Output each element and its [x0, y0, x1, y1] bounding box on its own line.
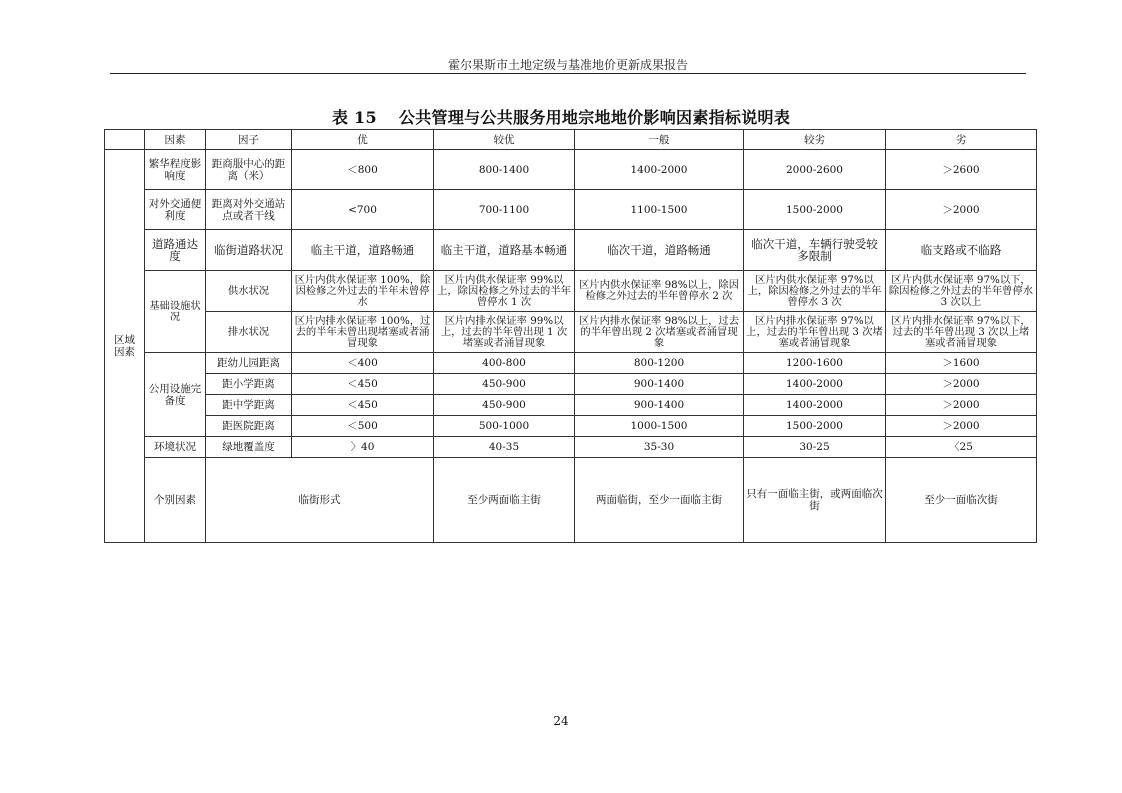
subfactor-cell: 距商服中心的距离（米）	[206, 150, 292, 190]
value-cell: 30-25	[744, 437, 886, 458]
value-cell: 只有一面临主街，或两面临次街	[744, 458, 886, 543]
value-cell: 区片内供水保证率 98%以上，除因检修之外过去的半年曾停水 2 次	[575, 271, 744, 312]
header-cell: 优	[292, 130, 434, 150]
value-cell: 临支路或不临路	[886, 230, 1037, 271]
header-cell: 较优	[434, 130, 575, 150]
subfactor-cell: 供水状况	[206, 271, 292, 312]
table-row	[105, 230, 1037, 271]
value-cell: 〉40	[292, 437, 434, 458]
subfactor-cell: 距小学距离	[206, 374, 292, 395]
value-cell: 区片内排水保证率 97%以上，过去的半年曾出现 3 次堵塞或者涌冒现象	[744, 312, 886, 353]
page-number: 24	[553, 714, 569, 728]
value-cell: 区片内排水保证率 97%以下，过去的半年曾出现 3 次以上堵塞或者涌冒现象	[886, 312, 1037, 353]
value-cell: 区片内供水保证率 97%以下，除因检修之外过去的半年曾停水 3 次以上	[886, 271, 1037, 312]
subfactor-cell: 绿地覆盖度	[206, 437, 292, 458]
value-cell: 临次干道，道路畅通	[575, 230, 744, 271]
header-cell: 因素	[145, 130, 206, 150]
value-cell: ＞1600	[886, 353, 1037, 374]
value-cell: 900-1400	[575, 374, 744, 395]
header-cell: 劣	[886, 130, 1037, 150]
subfactor-cell: 距中学距离	[206, 395, 292, 416]
table-row	[105, 312, 1037, 353]
value-cell: 35-30	[575, 437, 744, 458]
table-row	[105, 271, 1037, 312]
value-cell: 1000-1500	[575, 416, 744, 437]
factor-cell: 基础设施状况	[145, 271, 206, 353]
corner-cell	[105, 130, 145, 150]
value-cell: ＜400	[292, 353, 434, 374]
value-cell: 2000-2600	[744, 150, 886, 190]
subfactor-cell: 排水状况	[206, 312, 292, 353]
factor-cell: 繁华程度影响度	[145, 150, 206, 190]
value-cell: 临次干道，车辆行驶受较多限制	[744, 230, 886, 271]
table-title-text: 公共管理与公共服务用地宗地地价影响因素指标说明表	[398, 108, 791, 127]
value-cell: 1500-2000	[744, 190, 886, 230]
header-row	[105, 130, 1037, 150]
value-cell: 区片内排水保证率 98%以上，过去的半年曾出现 2 次堵塞或者涌冒现象	[575, 312, 744, 353]
value-cell: 至少两面临主街	[434, 458, 575, 543]
value-cell: 区片内供水保证率 100%，除因检修之外过去的半年未曾停水	[292, 271, 434, 312]
value-cell: 1200-1600	[744, 353, 886, 374]
factor-cell: 公用设施完备度	[145, 353, 206, 437]
value-cell: 区片内排水保证率 99%以上，过去的半年曾出现 1 次堵塞或者涌冒现象	[434, 312, 575, 353]
table-row	[105, 416, 1037, 437]
value-cell: 1400-2000	[744, 395, 886, 416]
value-cell: ＜450	[292, 395, 434, 416]
value-cell: ＞2000	[886, 190, 1037, 230]
value-cell: ＜800	[292, 150, 434, 190]
factor-cell: 环境状况	[145, 437, 206, 458]
value-cell: 至少一面临次街	[886, 458, 1037, 543]
value-cell: 区片内供水保证率 97%以上，除因检修之外过去的半年曾停水 3 次	[744, 271, 886, 312]
value-cell: 两面临街，至少一面临主街	[575, 458, 744, 543]
table-row	[105, 437, 1037, 458]
value-cell: ＞2600	[886, 150, 1037, 190]
factor-table	[104, 129, 1037, 543]
value-cell: 800-1400	[434, 150, 575, 190]
value-cell: 500-1000	[434, 416, 575, 437]
value-cell: 1400-2000	[575, 150, 744, 190]
value-cell: 〈25	[886, 437, 1037, 458]
value-cell: 400-800	[434, 353, 575, 374]
value-cell: 区片内供水保证率 99%以上，除因检修之外过去的半年曾停水 1 次	[434, 271, 575, 312]
factor-cell: 对外交通便利度	[145, 190, 206, 230]
value-cell: ＜500	[292, 416, 434, 437]
value-cell: 1400-2000	[744, 374, 886, 395]
factor-cell: 临街形式	[206, 458, 434, 543]
table-row	[105, 353, 1037, 374]
value-cell: 1100-1500	[575, 190, 744, 230]
table-row	[105, 458, 1037, 543]
header-cell: 较劣	[744, 130, 886, 150]
factor-cell: 道路通达度	[145, 230, 206, 271]
table-title-number: 表 15	[331, 108, 377, 127]
value-cell: 900-1400	[575, 395, 744, 416]
value-cell: 700-1100	[434, 190, 575, 230]
value-cell: 临主干道，道路畅通	[292, 230, 434, 271]
table-row	[105, 374, 1037, 395]
value-cell: 40-35	[434, 437, 575, 458]
value-cell: ＞2000	[886, 395, 1037, 416]
value-cell: 450-900	[434, 395, 575, 416]
value-cell: 临主干道，道路基本畅通	[434, 230, 575, 271]
table-row	[105, 190, 1037, 230]
value-cell: ＞2000	[886, 416, 1037, 437]
group-cell: 个别因素	[145, 458, 206, 543]
header-rule	[110, 73, 1026, 74]
value-cell: ＞2000	[886, 374, 1037, 395]
header-cell: 因子	[206, 130, 292, 150]
header-cell: 一般	[575, 130, 744, 150]
subfactor-cell: 临街道路状况	[206, 230, 292, 271]
value-cell: ＜450	[292, 374, 434, 395]
subfactor-cell: 距幼儿园距离	[206, 353, 292, 374]
value-cell: 450-900	[434, 374, 575, 395]
subfactor-cell: 距离对外交通站点或者干线	[206, 190, 292, 230]
report-header: 霍尔果斯市土地定级与基准地价更新成果报告	[447, 58, 688, 72]
value-cell: 800-1200	[575, 353, 744, 374]
subfactor-cell: 距医院距离	[206, 416, 292, 437]
value-cell: <700	[292, 190, 434, 230]
table-row	[105, 150, 1037, 190]
table-title	[0, 105, 1122, 128]
value-cell: 1500-2000	[744, 416, 886, 437]
table-row	[105, 395, 1037, 416]
value-cell: 区片内排水保证率 100%，过去的半年未曾出现堵塞或者涌冒现象	[292, 312, 434, 353]
group-cell: 区域因素	[105, 150, 145, 543]
